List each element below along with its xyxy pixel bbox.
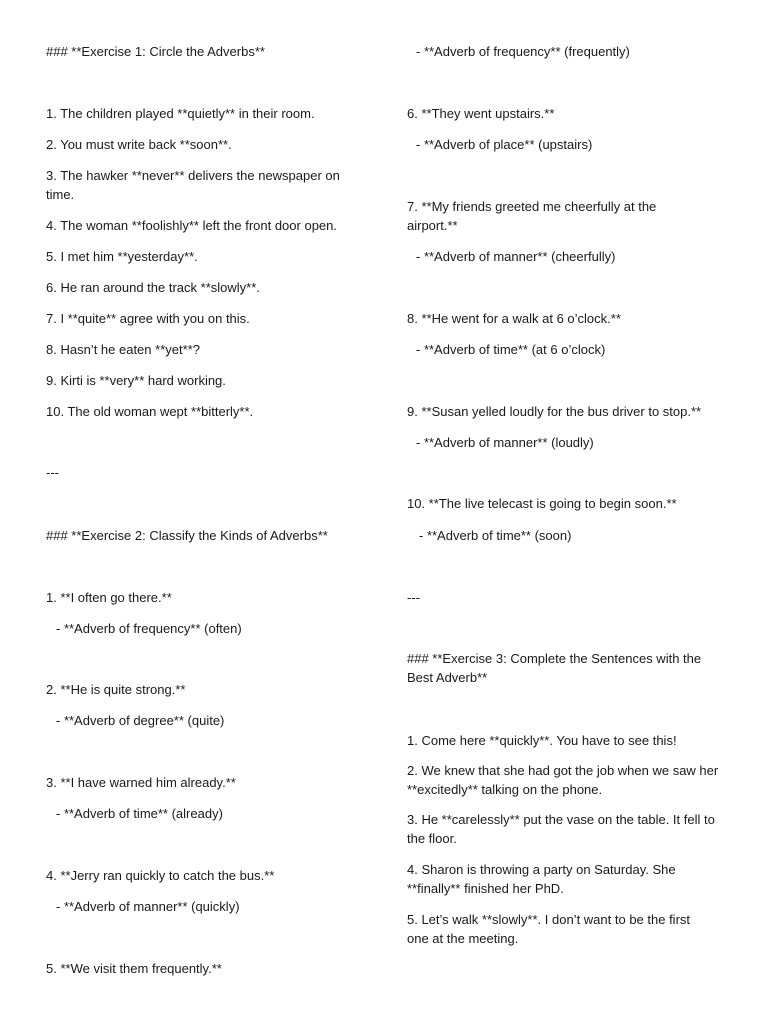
ex2-answer-7: - **Adverb of manner** (cheerfully) bbox=[416, 249, 616, 264]
ex1-item-3: 3. The hawker **never** delivers the newspaper on time. bbox=[46, 168, 340, 202]
ex2-sentence-1: 1. **I often go there.** bbox=[46, 590, 172, 605]
ex2-answer-6: - **Adverb of place** (upstairs) bbox=[416, 137, 593, 152]
exercise-3-heading: ### **Exercise 3: Complete the Sentences with the Best Adverb** bbox=[407, 651, 702, 685]
ex3-item-5: 5. Let’s walk **slowly**. I don’t want to be the first one at the meeting. bbox=[407, 912, 691, 946]
ex2-answer-3: - **Adverb of time** (already) bbox=[56, 806, 223, 821]
ex1-item-2: 2. You must write back **soon**. bbox=[46, 137, 232, 152]
ex2-sentence-10: 10. **The live telecast is going to begin soon.** bbox=[407, 496, 677, 511]
ex3-item-2: 2. We knew that she had got the job when we saw her **excitedly** talking on the phone. bbox=[407, 763, 719, 797]
ex2-sentence-6: 6. **They went upstairs.** bbox=[407, 106, 555, 121]
ex1-item-7: 7. I **quite** agree with you on this. bbox=[46, 311, 250, 326]
ex1-item-6: 6. He ran around the track **slowly**. bbox=[46, 280, 260, 295]
ex3-item-3: 3. He **carelessly** put the vase on the table. It fell to the floor. bbox=[407, 812, 715, 846]
ex1-item-4: 4. The woman **foolishly** left the front door open. bbox=[46, 218, 337, 233]
separator: --- bbox=[407, 590, 420, 605]
ex2-answer-5: - **Adverb of frequency** (frequently) bbox=[416, 44, 630, 59]
ex2-answer-4: - **Adverb of manner** (quickly) bbox=[56, 899, 240, 914]
ex2-sentence-2: 2. **He is quite strong.** bbox=[46, 682, 186, 697]
ex2-sentence-8: 8. **He went for a walk at 6 o’clock.** bbox=[407, 311, 621, 326]
ex2-answer-8: - **Adverb of time** (at 6 o’clock) bbox=[416, 342, 606, 357]
ex1-item-1: 1. The children played **quietly** in their room. bbox=[46, 106, 315, 121]
ex3-item-1: 1. Come here **quickly**. You have to see this! bbox=[407, 733, 677, 748]
separator: --- bbox=[46, 465, 59, 480]
ex2-answer-1: - **Adverb of frequency** (often) bbox=[56, 621, 242, 636]
ex1-item-5: 5. I met him **yesterday**. bbox=[46, 249, 198, 264]
ex1-item-10: 10. The old woman wept **bitterly**. bbox=[46, 404, 254, 419]
exercise-2-heading: ### **Exercise 2: Classify the Kinds of Adverbs** bbox=[46, 528, 328, 543]
ex2-sentence-4: 4. **Jerry ran quickly to catch the bus.** bbox=[46, 868, 275, 883]
ex2-sentence-5: 5. **We visit them frequently.** bbox=[46, 961, 222, 976]
ex2-sentence-3: 3. **I have warned him already.** bbox=[46, 775, 236, 790]
ex1-item-9: 9. Kirti is **very** hard working. bbox=[46, 373, 226, 388]
ex2-answer-10: - **Adverb of time** (soon) bbox=[419, 528, 572, 543]
ex1-item-8: 8. Hasn’t he eaten **yet**? bbox=[46, 342, 200, 357]
ex2-answer-9: - **Adverb of manner** (loudly) bbox=[416, 435, 594, 450]
exercise-1-heading: ### **Exercise 1: Circle the Adverbs** bbox=[46, 44, 265, 59]
ex2-sentence-9: 9. **Susan yelled loudly for the bus driver to stop.** bbox=[407, 404, 702, 419]
ex2-answer-2: - **Adverb of degree** (quite) bbox=[56, 713, 225, 728]
ex2-sentence-7: 7. **My friends greeted me cheerfully at the airport.** bbox=[407, 199, 657, 233]
ex3-item-4: 4. Sharon is throwing a party on Saturday. She **finally** finished her PhD. bbox=[407, 862, 676, 896]
